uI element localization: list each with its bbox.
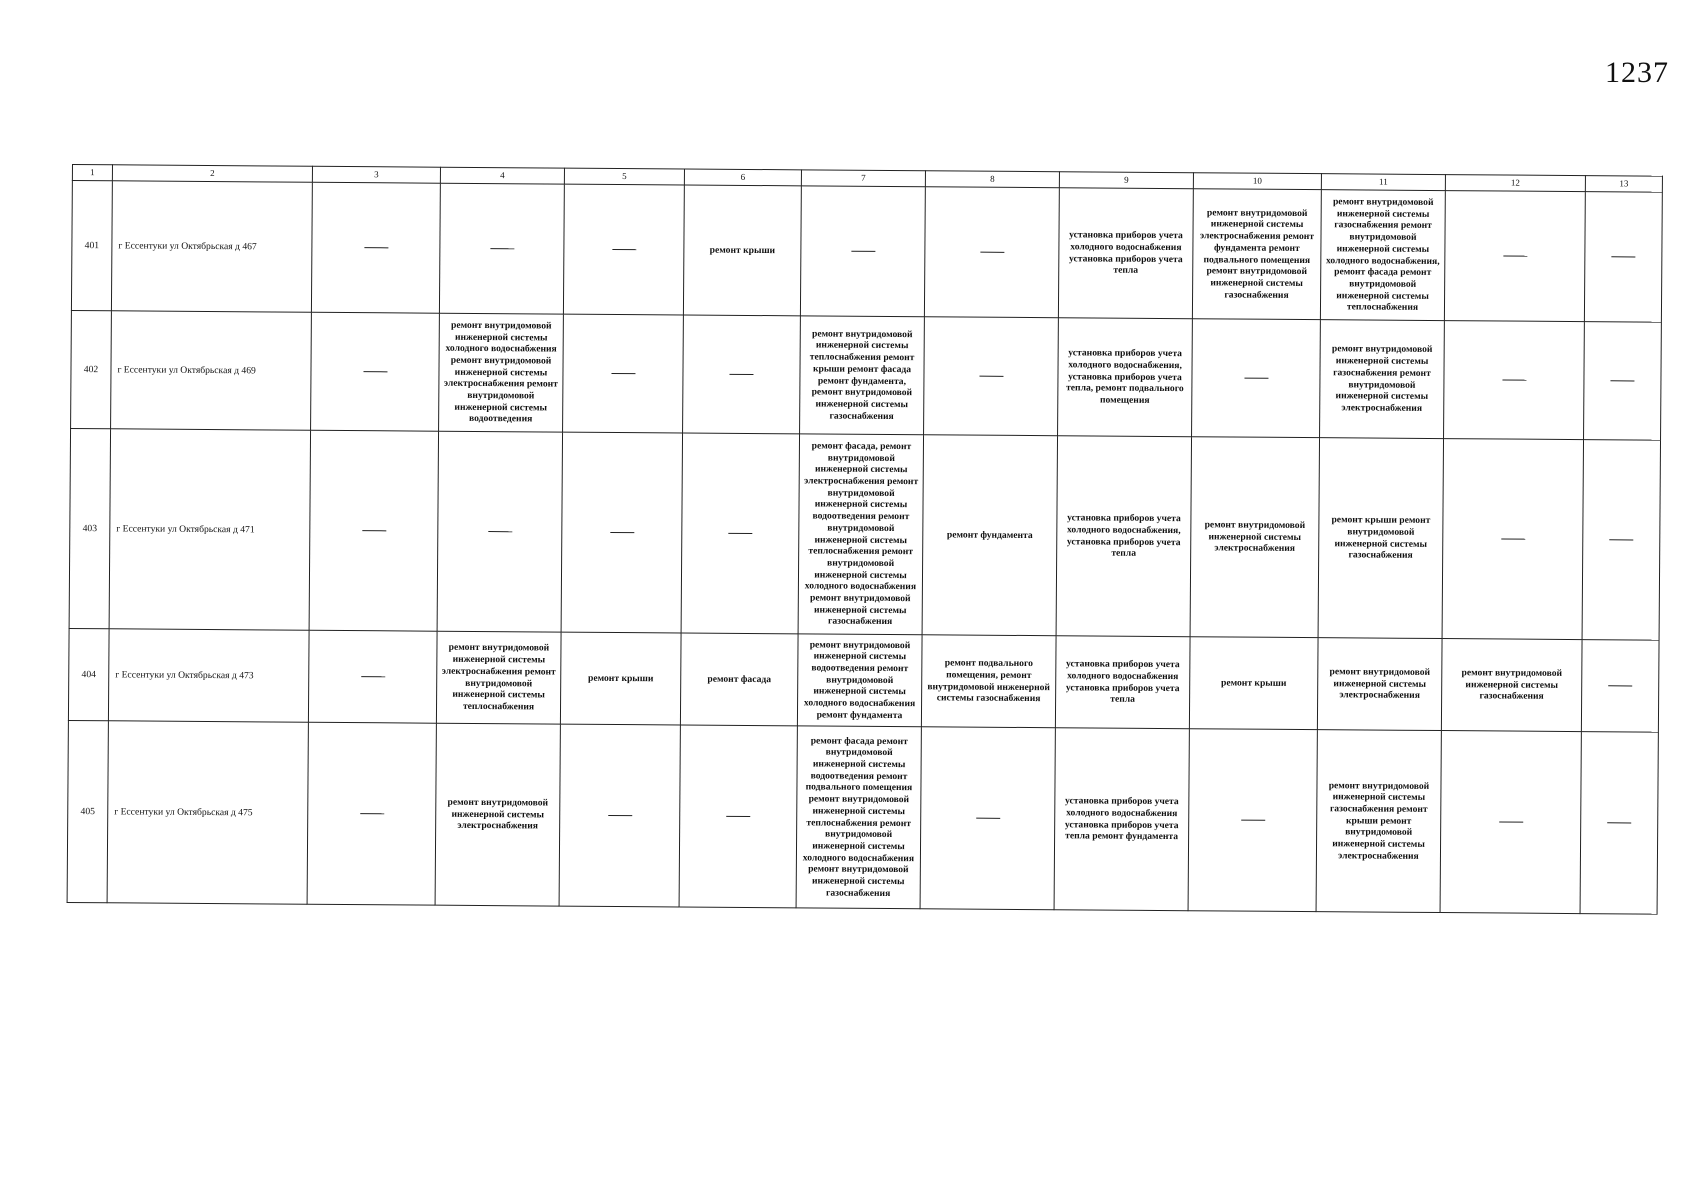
work-cell: ремонт крыши bbox=[683, 185, 801, 316]
address-cell: г Ессентуки ул Октябрьская д 467 bbox=[111, 181, 312, 312]
dash-mark bbox=[851, 251, 875, 252]
work-cell: ремонт крыши ремонт внутридомовой инженерной системы газоснабжения bbox=[1318, 438, 1443, 639]
work-cell: ремонт фасада bbox=[680, 633, 798, 726]
work-cell: ремонт фасада, ремонт внутридомовой инженерной системы электроснабжения ремонт внутридомовой инженерной системы водоотведения ремонт внутридомовой инженерной системы теплоснабжения ремонт внутридомовой инженерной системы холодного водоснабжения ремонт внутридомовой инженерной системы газоснабжения bbox=[798, 434, 923, 635]
dash-mark bbox=[1502, 379, 1526, 380]
dash-mark bbox=[360, 813, 384, 814]
work-cell: ремонт внутридомовой инженерной системы электроснабжения ремонт внутридомовой инженерной системы теплоснабжения bbox=[436, 631, 561, 724]
column-number-header: 7 bbox=[801, 170, 925, 187]
empty-cell bbox=[437, 431, 562, 632]
empty-cell bbox=[309, 430, 438, 631]
work-cell: ремонт внутридомовой инженерной системы электроснабжения bbox=[1190, 437, 1319, 638]
column-number-header: 9 bbox=[1059, 172, 1193, 189]
empty-cell bbox=[311, 182, 440, 313]
address-cell: г Ессентуки ул Октябрьская д 469 bbox=[111, 311, 312, 430]
empty-cell bbox=[1442, 439, 1583, 640]
empty-cell bbox=[1440, 731, 1581, 914]
work-cell: ремонт подвального помещения, ремонт внутридомовой инженерной системы газоснабжения bbox=[921, 635, 1056, 728]
work-cell: установка приборов учета холодного водоснабжения, установка приборов учета тепла bbox=[1056, 436, 1191, 637]
address-cell: г Ессентуки ул Октябрьская д 471 bbox=[109, 429, 310, 630]
empty-cell bbox=[311, 312, 440, 431]
dash-mark bbox=[611, 373, 635, 374]
row-number: 401 bbox=[71, 181, 112, 311]
dash-mark bbox=[608, 815, 632, 816]
empty-cell bbox=[924, 187, 1059, 318]
dash-mark bbox=[1501, 538, 1525, 539]
dash-mark bbox=[610, 532, 634, 533]
dash-mark bbox=[361, 676, 385, 677]
dash-mark bbox=[488, 531, 512, 532]
work-cell: ремонт фасада ремонт внутридомовой инженерной системы водоотведения ремонт подвального помещения ремонт внутридомовой инженерной системы теплоснабжения ремонт внутридомовой инженерной системы холодного водоснабжения ремонт внутридомовой инженерной системы газоснабжения bbox=[796, 726, 921, 909]
empty-cell bbox=[563, 314, 684, 433]
work-cell: ремонт внутридомовой инженерной системы электроснабжения ремонт фундамента ремонт подвального помещения ремонт внутридомовой инженерной системы газоснабжения bbox=[1192, 189, 1321, 320]
dash-mark bbox=[1499, 821, 1523, 822]
dash-mark bbox=[728, 533, 752, 534]
empty-cell bbox=[307, 722, 436, 905]
dash-mark bbox=[1241, 820, 1265, 821]
dash-mark bbox=[1611, 256, 1635, 257]
dash-mark bbox=[979, 376, 1003, 377]
empty-cell bbox=[683, 315, 801, 434]
column-number-header: 3 bbox=[312, 166, 440, 183]
work-cell: ремонт фундамента bbox=[922, 435, 1057, 636]
empty-cell bbox=[1582, 440, 1660, 641]
dash-mark bbox=[726, 816, 750, 817]
column-number-header: 13 bbox=[1585, 176, 1662, 193]
work-cell: установка приборов учета холодного водоснабжения установка приборов учета тепла ремонт фундамента bbox=[1054, 728, 1189, 911]
dash-mark bbox=[490, 248, 514, 249]
row-number: 402 bbox=[71, 310, 112, 428]
page-number: 1237 bbox=[1605, 56, 1669, 89]
dash-mark bbox=[976, 818, 1000, 819]
dash-mark bbox=[363, 371, 387, 372]
table-row bbox=[69, 428, 1660, 640]
work-cell: ремонт внутридомовой инженерной системы газоснабжения ремонт внутридомовой инженерной системы холодного водоснабжения, ремонт фасада ремонт внутридомовой инженерной системы теплоснабжения bbox=[1320, 190, 1445, 321]
work-cell: ремонт внутридомовой инженерной системы электроснабжения bbox=[435, 723, 560, 906]
empty-cell bbox=[439, 183, 564, 314]
empty-cell bbox=[1188, 729, 1317, 912]
dash-mark bbox=[1610, 380, 1634, 381]
repair-schedule-table bbox=[67, 164, 1663, 915]
work-cell: установка приборов учета холодного водоснабжения установка приборов учета тепла bbox=[1058, 188, 1193, 319]
work-cell: ремонт внутридомовой инженерной системы электроснабжения bbox=[1317, 638, 1442, 731]
work-cell: ремонт внутридомовой инженерной системы газоснабжения ремонт внутридомовой инженерной системы электроснабжения bbox=[1320, 320, 1445, 439]
column-number-header: 5 bbox=[564, 168, 684, 185]
dash-mark bbox=[729, 374, 753, 375]
table-row bbox=[68, 628, 1659, 732]
empty-cell bbox=[924, 317, 1059, 436]
empty-cell bbox=[308, 630, 437, 723]
row-number: 403 bbox=[69, 428, 110, 628]
work-cell: установка приборов учета холодного водоснабжения установка приборов учета тепла bbox=[1055, 636, 1190, 729]
empty-cell bbox=[1584, 192, 1662, 323]
empty-cell bbox=[679, 725, 797, 908]
address-cell: г Ессентуки ул Октябрьская д 473 bbox=[108, 629, 309, 722]
column-number-header: 2 bbox=[112, 165, 312, 182]
empty-cell bbox=[559, 724, 680, 907]
dash-mark bbox=[1608, 685, 1632, 686]
empty-cell bbox=[681, 433, 799, 634]
table-row bbox=[71, 310, 1662, 440]
empty-cell bbox=[561, 432, 682, 633]
dash-mark bbox=[612, 249, 636, 250]
empty-cell bbox=[563, 184, 684, 315]
row-number: 405 bbox=[67, 720, 108, 902]
column-number-header: 6 bbox=[684, 169, 801, 186]
dash-mark bbox=[362, 530, 386, 531]
work-cell: установка приборов учета холодного водоснабжения, установка приборов учета тепла, ремонт подвального помещения bbox=[1058, 318, 1193, 437]
column-number-header: 8 bbox=[925, 171, 1059, 188]
column-number-header: 1 bbox=[72, 165, 112, 181]
column-number-header: 4 bbox=[440, 167, 564, 184]
dash-mark bbox=[1609, 539, 1633, 540]
empty-cell bbox=[800, 186, 925, 317]
work-cell: ремонт крыши bbox=[1189, 637, 1318, 730]
table-row bbox=[67, 720, 1658, 914]
dash-mark bbox=[980, 252, 1004, 253]
work-cell: ремонт внутридомовой инженерной системы водоотведения ремонт внутридомовой инженерной системы холодного водоснабжения ремонт фундамента bbox=[797, 634, 922, 727]
dash-mark bbox=[364, 247, 388, 248]
dash-mark bbox=[1503, 255, 1527, 256]
work-cell: ремонт крыши bbox=[560, 632, 681, 725]
table-row bbox=[71, 181, 1662, 323]
dash-mark bbox=[1244, 378, 1268, 379]
empty-cell bbox=[1584, 322, 1662, 441]
column-number-header: 10 bbox=[1193, 173, 1321, 190]
empty-cell bbox=[920, 727, 1055, 910]
work-cell: ремонт внутридомовой инженерной системы теплоснабжения ремонт крыши ремонт фасада ремонт фундамента, ремонт внутридомовой инженерной системы газоснабжения bbox=[800, 316, 925, 435]
dash-mark bbox=[1607, 822, 1631, 823]
empty-cell bbox=[1581, 640, 1659, 733]
work-cell: ремонт внутридомовой инженерной системы газоснабжения ремонт крыши ремонт внутридомовой инженерной системы электроснабжения bbox=[1316, 730, 1441, 913]
column-number-header: 12 bbox=[1445, 175, 1585, 192]
empty-cell bbox=[1444, 321, 1585, 440]
empty-cell bbox=[1192, 319, 1321, 438]
work-cell: ремонт внутридомовой инженерной системы холодного водоснабжения ремонт внутридомовой инженерной системы электроснабжения ремонт внутридомовой инженерной системы водоотведения bbox=[439, 313, 564, 432]
address-cell: г Ессентуки ул Октябрьская д 475 bbox=[107, 721, 308, 904]
row-number: 404 bbox=[68, 628, 109, 720]
work-cell: ремонт внутридомовой инженерной системы газоснабжения bbox=[1441, 639, 1582, 732]
empty-cell bbox=[1444, 191, 1585, 322]
empty-cell bbox=[1580, 732, 1658, 915]
column-number-header: 11 bbox=[1321, 174, 1445, 191]
